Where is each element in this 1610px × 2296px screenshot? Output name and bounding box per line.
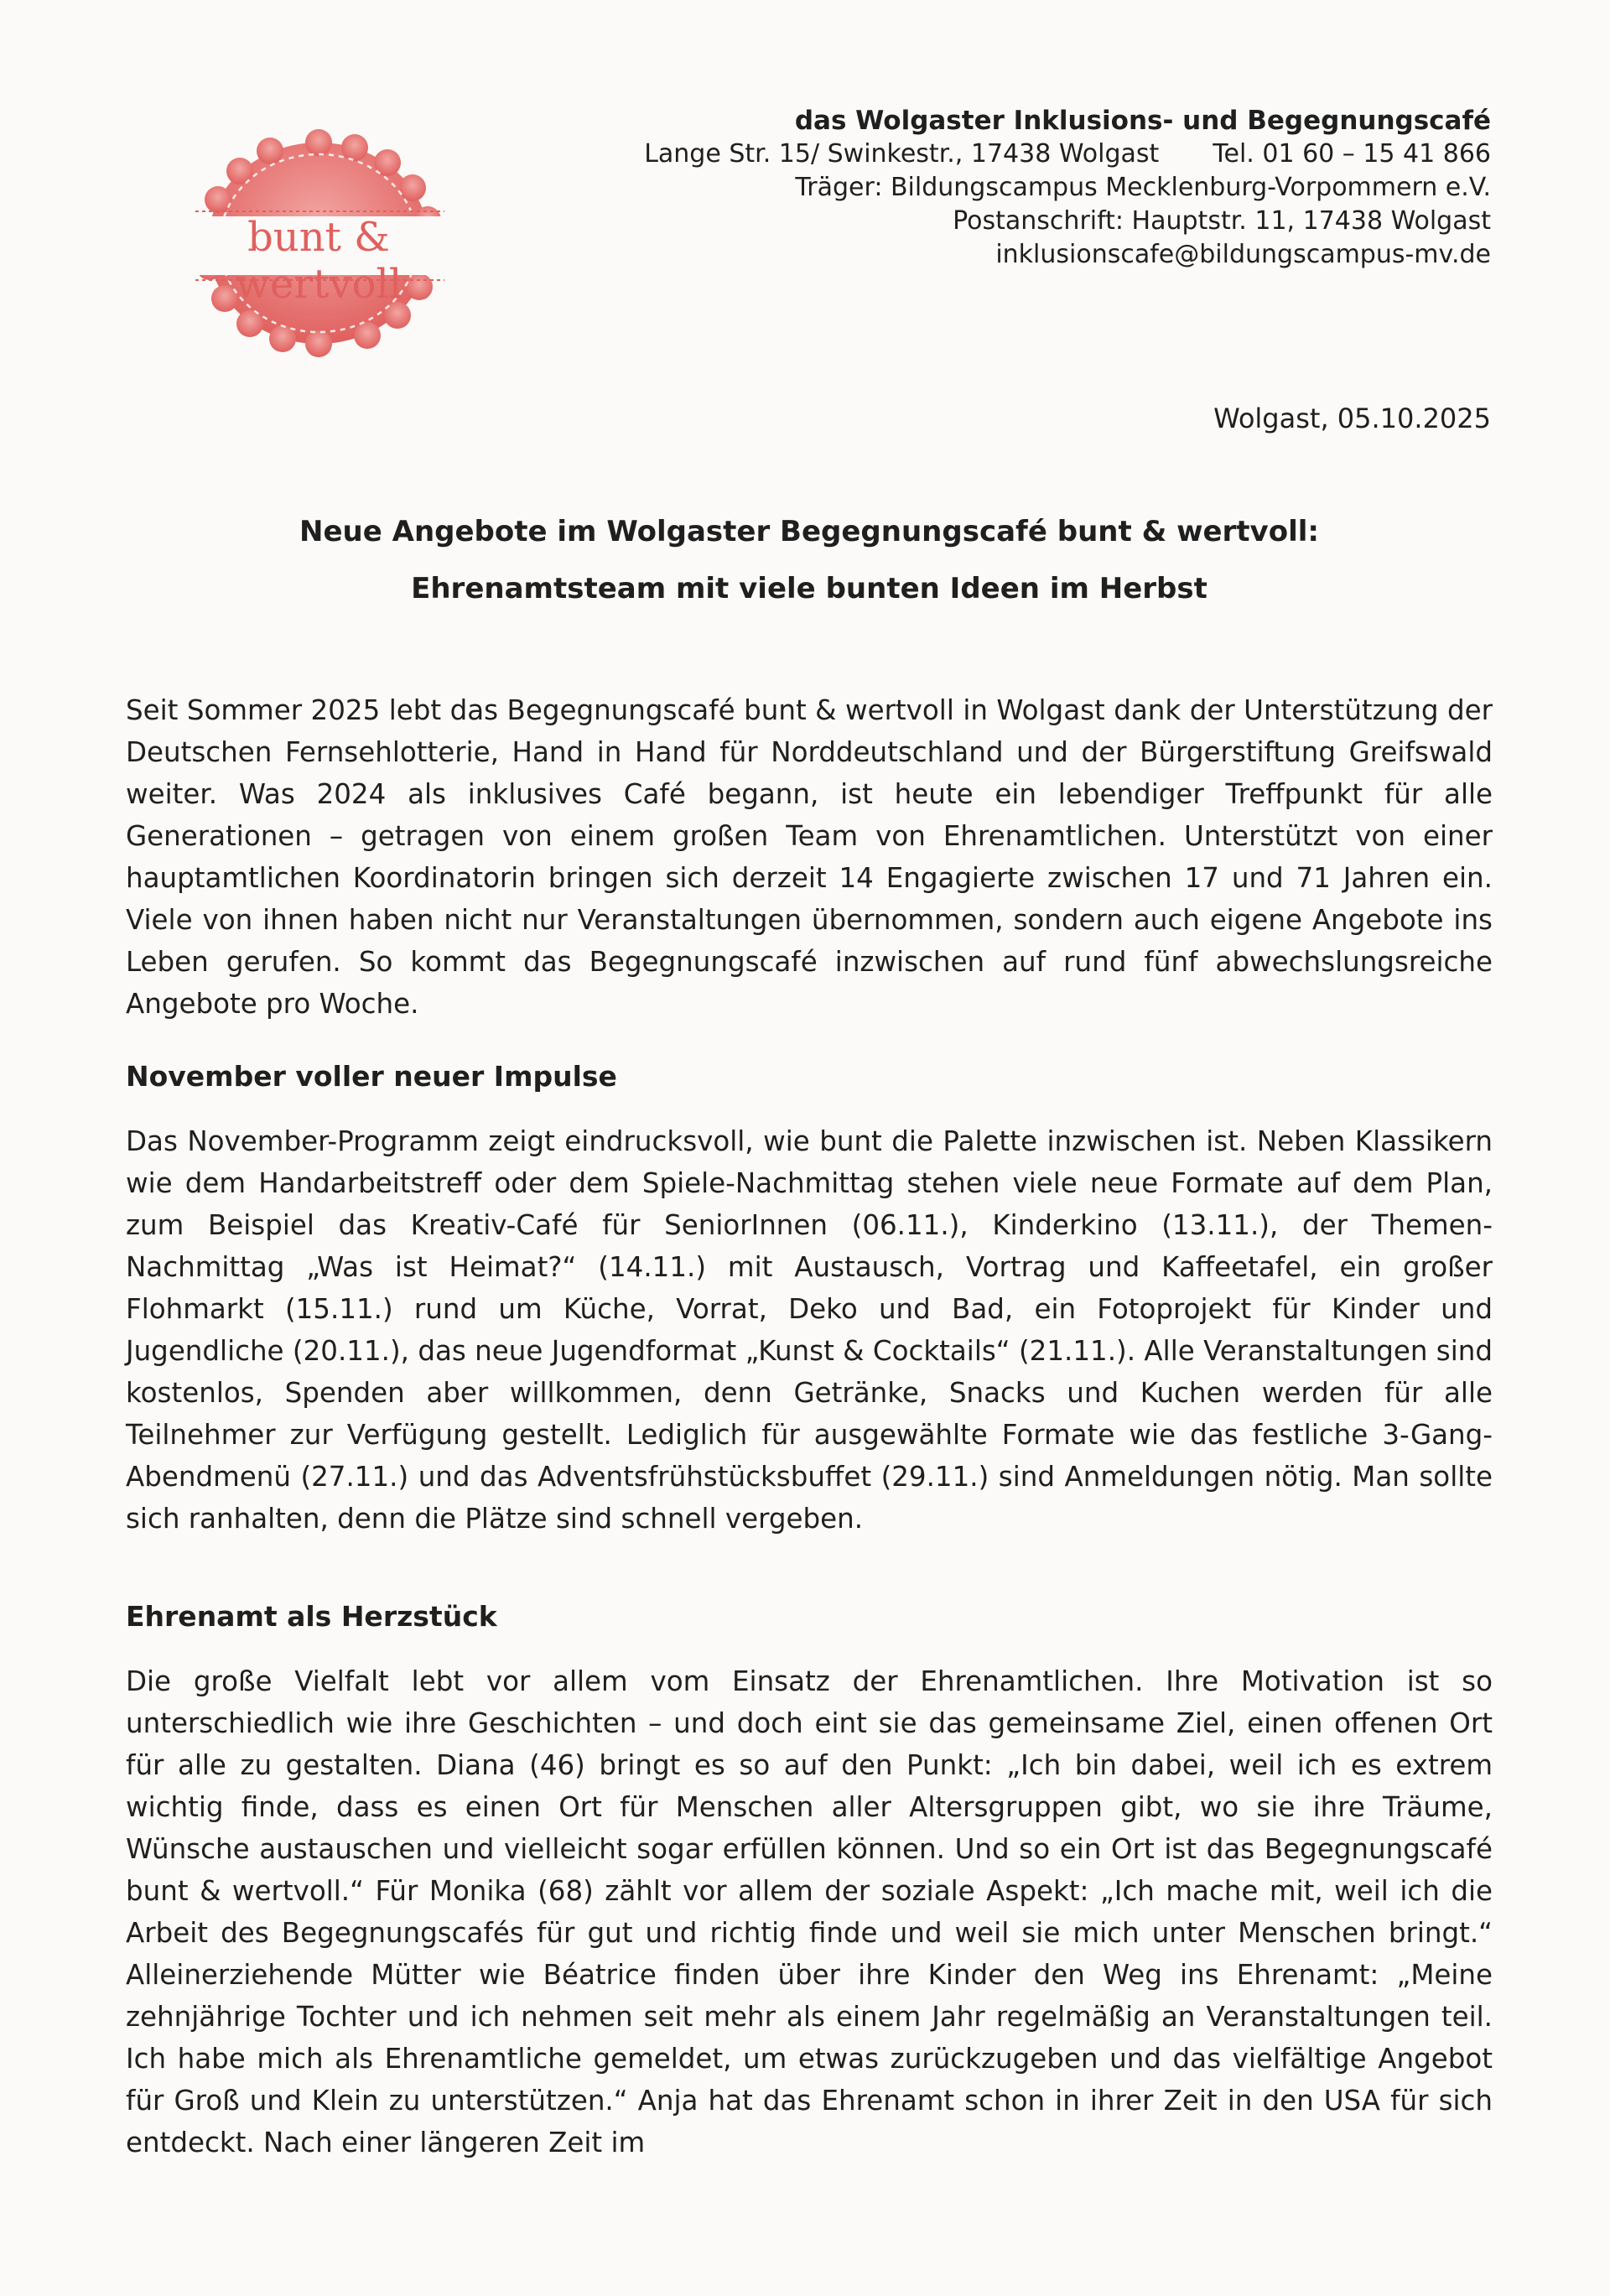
intro-paragraph: Seit Sommer 2025 lebt das Begegnungscafé bunt & wertvoll in Wolgast dank der Unterstützung der Deutschen Fernsehlotterie, Hand in Hand für Norddeutschland und der Bürgerstiftung Greifswald weiter. Was 2024 als inklusives Café begann, ist heute ein lebendiger Treffpunkt für alle Generationen – getragen von einem großen Team von Ehrenamtlichen. Unterstützt von einer hauptamtlichen Koordinatorin bringen sich derzeit 14 Engagierte zwischen 17 und 71 Jahren ein. Viele von ihnen haben nicht nur Veranstaltungen übernommen, sondern auch eigene Angebote ins Leben gerufen. So kommt das Begegnungscafé inzwischen auf rund fünf abwechslungsreiche Angebote pro Woche. xyxy=(126,694,1493,1020)
email-address: inklusionscafe@bildungscampus-mv.de xyxy=(995,240,1491,269)
postal-address: Postanschrift: Hauptstr. 11, 17438 Wolgast xyxy=(953,206,1491,236)
phone-number: Tel. 01 60 – 15 41 866 xyxy=(1213,139,1491,169)
section-heading-november: November voller neuer Impulse xyxy=(126,1060,617,1093)
section-heading-ehrenamt: Ehrenamt als Herzstück xyxy=(126,1600,497,1633)
organization-name: das Wolgaster Inklusions- und Begegnungscafé xyxy=(794,106,1491,136)
headline: Neue Angebote im Wolgaster Begegnungscafé bunt & wertvoll: xyxy=(299,515,1319,548)
date-line: Wolgast, 05.10.2025 xyxy=(1213,403,1491,434)
subheadline: Ehrenamtsteam mit viele bunten Ideen im Herbst xyxy=(411,572,1208,605)
sponsor-line: Träger: Bildungscampus Mecklenburg-Vorpommern e.V. xyxy=(795,173,1491,202)
address-row xyxy=(644,138,1491,171)
cafe-logo xyxy=(193,126,444,361)
letterhead xyxy=(644,104,1491,272)
section-paragraph-november: Das November-Programm zeigt eindrucksvoll, wie bunt die Palette inzwischen ist. Neben Klassikern wie dem Handarbeitstreff oder dem Spiele-Nachmittag stehen viele neue Formate auf dem Plan, zum Beispiel das Kreativ-Café für SeniorInnen (06.11.), Kinderkino (13.11.), der Themen-Nachmittag „Was ist Heimat?“ (14.11.) mit Austausch, Vortrag und Kaffeetafel, ein großer Flohmarkt (15.11.) rund um Küche, Vorrat, Deko und Bad, ein Fotoprojekt für Kinder und Jugendliche (20.11.), das neue Jugendformat „Kunst & Cocktails“ (21.11.). Alle Veranstaltungen sind kostenlos, Spenden aber willkommen, denn Getränke, Snacks und Kuchen werden für alle Teilnehmer zur Verfügung gestellt. Lediglich für ausgewählte Formate wie das festliche 3-Gang-Abendmenü (27.11.) und das Adventsfrühstücksbuffet (29.11.) sind Anmeldungen nötig. Man sollte sich ranhalten, denn die Plätze sind schnell vergeben. xyxy=(126,1125,1493,1535)
street-address: Lange Str. 15/ Swinkestr., 17438 Wolgast xyxy=(644,139,1160,169)
section-paragraph-ehrenamt: Die große Vielfalt lebt vor allem vom Einsatz der Ehrenamtlichen. Ihre Motivation ist so unterschiedlich wie ihre Geschichten – und doch eint sie das gemeinsame Ziel, einen offenen Ort für alle zu gestalten. Diana (46) bringt es so auf den Punkt: „Ich bin dabei, weil ich es extrem wichtig finde, dass es einen Ort für Menschen aller Altersgruppen gibt, wo sie ihre Träume, Wünsche austauschen und vielleicht sogar erfüllen können. Und so ein Ort ist das Begegnungscafé bunt & wertvoll.“ Für Monika (68) zählt vor allem der soziale Aspekt: „Ich mache mit, weil ich die Arbeit des Begegnungscafés für gut und richtig finde und weil sie mich unter Menschen bringt.“ Alleinerziehende Mütter wie Béatrice finden über ihre Kinder den Weg ins Ehrenamt: „Meine zehnjährige Tochter und ich nehmen seit mehr als einem Jahr regelmäßig an Veranstaltungen teil. Ich habe mich als Ehrenamtliche gemeldet, um etwas zurückzugeben und das vielfältige Angebot für Groß und Klein zu unterstützen.“ Anja hat das Ehrenamt schon in ihrer Zeit in den USA für sich entdeckt. Nach einer längeren Zeit im xyxy=(126,1665,1493,2158)
logo-text: bunt & wertvoll xyxy=(235,214,402,308)
